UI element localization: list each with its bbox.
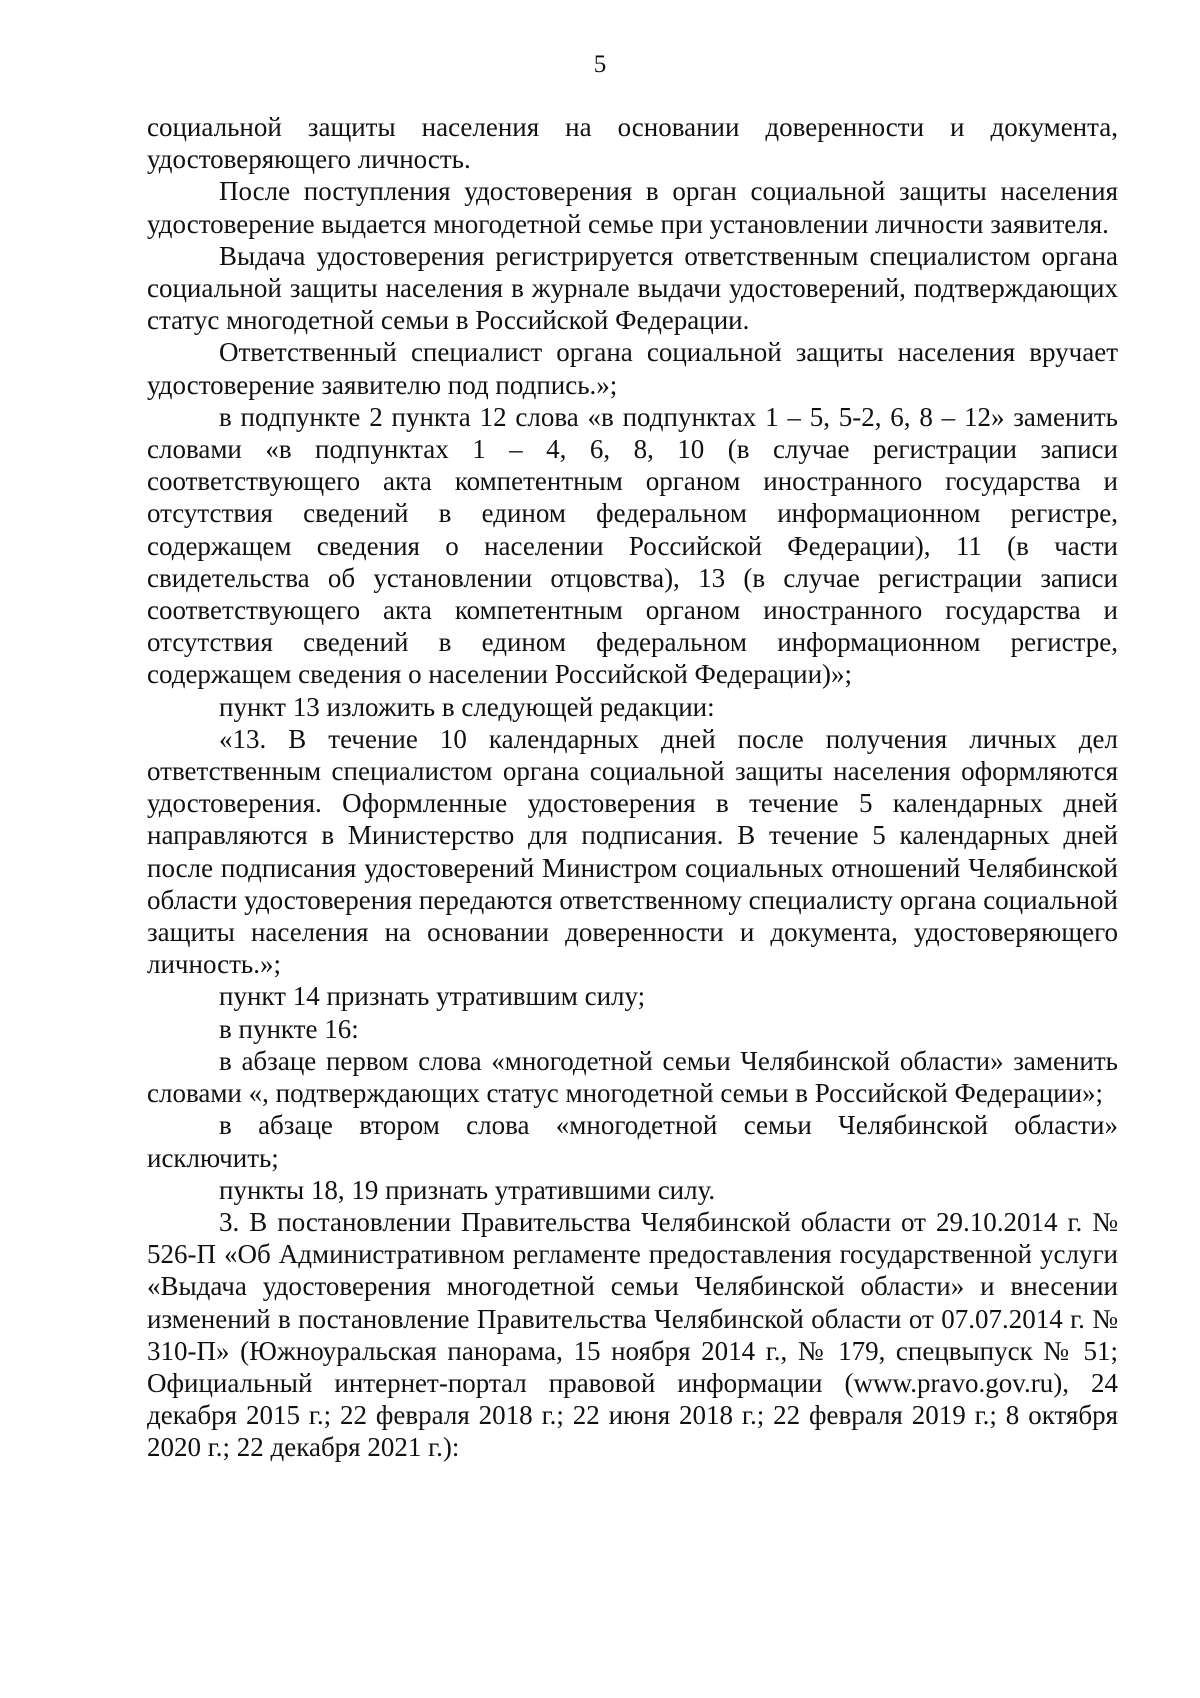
paragraph-6: пункт 13 изложить в следующей редакции: [219,691,715,722]
document-body [147,111,1118,1464]
paragraph-1: социальной защиты населения на основании доверенности и документа, удостоверяющего личность. [147,112,1118,175]
paragraph-10: в абзаце первом слова «многодетной семьи Челябинской области» заменить словами «, подтверждающих статус многодетной семьи в Российской Федерации»; [147,1045,1118,1109]
paragraph-8: пункт 14 признать утратившим силу; [219,981,646,1012]
paragraph-11: в абзаце втором слова «многодетной семьи Челябинской области» исключить; [147,1110,1118,1173]
paragraph-5: в подпункте 2 пункта 12 слова «в подпунктах 1 – 5, 5-2, 6, 8 – 12» заменить словами «в подпунктах 1 – 4, 6, 8, 10 (в случае регистрации записи соответствующего акта компетентным органом иностранного государства и отсутствия сведений в едином федеральном информационном регистре, содержащем сведения о населении Российской Федерации), 11 (в части свидетельства об установлении отцовства), 13 (в случае регистрации записи соответствующего акта компетентным органом иностранного государства и отсутствия сведений в едином федеральном информационном регистре, содержащем сведения о населении Российской Федерации)»; [147,401,1118,690]
paragraph-7: «13. В течение 10 календарных дней после получения личных дел ответственным специалистом органа социальной защиты населения оформляются удостоверения. Оформленные удостоверения в течение 5 календарных дней направляются в Министерство для подписания. В течение 5 календарных дней после подписания удостоверений Министром социальных отношений Челябинской области удостоверения передаются ответственному специалисту органа социальной защиты населения на основании доверенности и документа, удостоверяющего личность.»; [147,723,1118,980]
page-number: 5 [593,51,607,78]
paragraph-9: в пункте 16: [219,1013,359,1044]
paragraph-13: 3. В постановлении Правительства Челябинской области от 29.10.2014 г. № 526-П «Об Административном регламенте предоставления государственной услуги «Выдача удостоверения многодетной семьи Челябинской области» и внесении изменений в постановление Правительства Челябинской области от 07.07.2014 г. № 310-П» (Южноуральская панорама, 15 ноября 2014 г., № 179, спецвыпуск № 51; Официальный интернет-портал правовой информации (www.pravo.gov.ru), 24 декабря 2015 г.; 22 февраля 2018 г.; 22 июня 2018 г.; 22 февраля 2019 г.; 8 октября 2020 г.; 22 декабря 2021 г.): [147,1206,1118,1463]
paragraph-12: пункты 18, 19 признать утратившими силу. [219,1174,716,1205]
paragraph-3: Выдача удостоверения регистрируется ответственным специалистом органа социальной защиты населения в журнале выдачи удостоверений, подтверждающих статус многодетной семьи в Российской Федерации. [147,240,1118,336]
paragraph-2: После поступления удостоверения в орган социальной защиты населения удостоверение выдается многодетной семье при установлении личности заявителя. [147,176,1118,239]
paragraph-4: Ответственный специалист органа социальной защиты населения вручает удостоверение заявителю под подпись.»; [147,337,1118,400]
